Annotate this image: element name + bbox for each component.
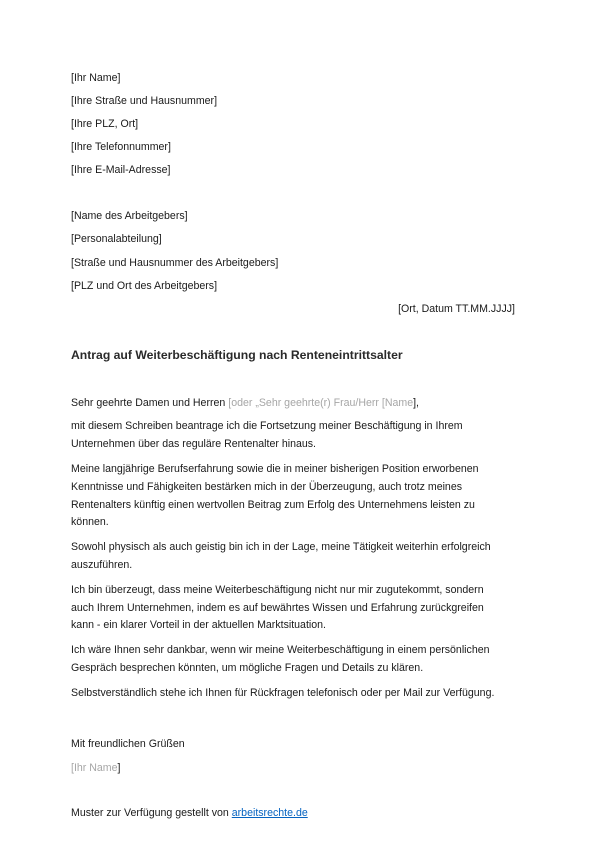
paragraph-4-line-1: Ich bin überzeugt, dass meine Weiterbeschäftigung nicht nur mir zugutekommt, sondern [71,584,484,596]
paragraph-2-line-2: Kenntnisse und Fähigkeiten bestärken mich in der Überzeugung, auch trotz meines [71,481,463,493]
footer [71,807,308,820]
signature [71,762,120,775]
paragraph-4-line-2: auch Ihrem Unternehmen, indem es auf bewährtes Wissen und Erfahrung zurückgreifen [71,602,484,614]
paragraph-6-line-1: Selbstverständlich stehe ich Ihnen für Rückfragen telefonisch oder per Mail zur Verfügung. [71,687,495,699]
paragraph-4-line-3: kann - ein klarer Vorteil in der aktuellen Marktsituation. [71,619,326,631]
footer-text: Muster zur Verfügung gestellt von [71,807,232,819]
paragraph-3-line-2: auszuführen. [71,559,133,571]
recipient-department: [Personalabteilung] [71,233,162,245]
salutation-bracket-open: [ [228,397,232,409]
salutation-main: Sehr geehrte Damen und Herren [71,397,229,409]
sender-email: [Ihre E-Mail-Adresse] [71,164,171,176]
paragraph-3-line-1: Sowohl physisch als auch geistig bin ich in der Lage, meine Tätigkeit weiterhin erfolgreich [71,541,491,553]
paragraph-5-line-2: Gespräch besprechen könnten, um mögliche Fragen und Details zu klären. [71,662,424,674]
closing: Mit freundlichen Grüßen [71,738,185,750]
recipient-city: [PLZ und Ort des Arbeitgebers] [71,280,218,292]
paragraph-2-line-3: Rentenalters künftig einen wertvollen Beitrag zum Erfolg des Unternehmens leisten zu [71,499,475,511]
sender-phone: [Ihre Telefonnummer] [71,141,171,153]
signature-name: [Ihr Name [71,762,118,774]
sender-name: [Ihr Name] [71,72,121,84]
sender-street: [Ihre Straße und Hausnummer] [71,95,218,107]
salutation [71,397,419,410]
footer-link[interactable]: arbeitsrechte.de [231,807,308,819]
subject-line: Antrag auf Weiterbeschäftigung nach Renteneintrittsalter [71,348,403,362]
salutation-alternative: oder „Sehr geehrte(r) Frau/Herr [Name [231,397,414,409]
paragraph-5-line-1: Ich wäre Ihnen sehr dankbar, wenn wir meine Weiterbeschäftigung in einem persönlichen [71,644,490,656]
paragraph-2-line-4: können. [71,516,109,528]
recipient-street: [Straße und Hausnummer des Arbeitgebers] [71,257,279,269]
signature-bracket-close: ] [117,762,121,774]
paragraph-1-line-2: Unternehmen über das reguläre Rentenalter hinaus. [71,438,316,450]
paragraph-1-line-1: mit diesem Schreiben beantrage ich die Fortsetzung meiner Beschäftigung in Ihrem [71,420,463,432]
place-date: [Ort, Datum TT.MM.JJJJ] [398,303,515,315]
sender-city: [Ihre PLZ, Ort] [71,118,139,130]
salutation-bracket-close: ], [413,397,419,409]
recipient-employer: [Name des Arbeitgebers] [71,210,188,222]
paragraph-2-line-1: Meine langjährige Berufserfahrung sowie die in meiner bisherigen Position erworbenen [71,463,479,475]
